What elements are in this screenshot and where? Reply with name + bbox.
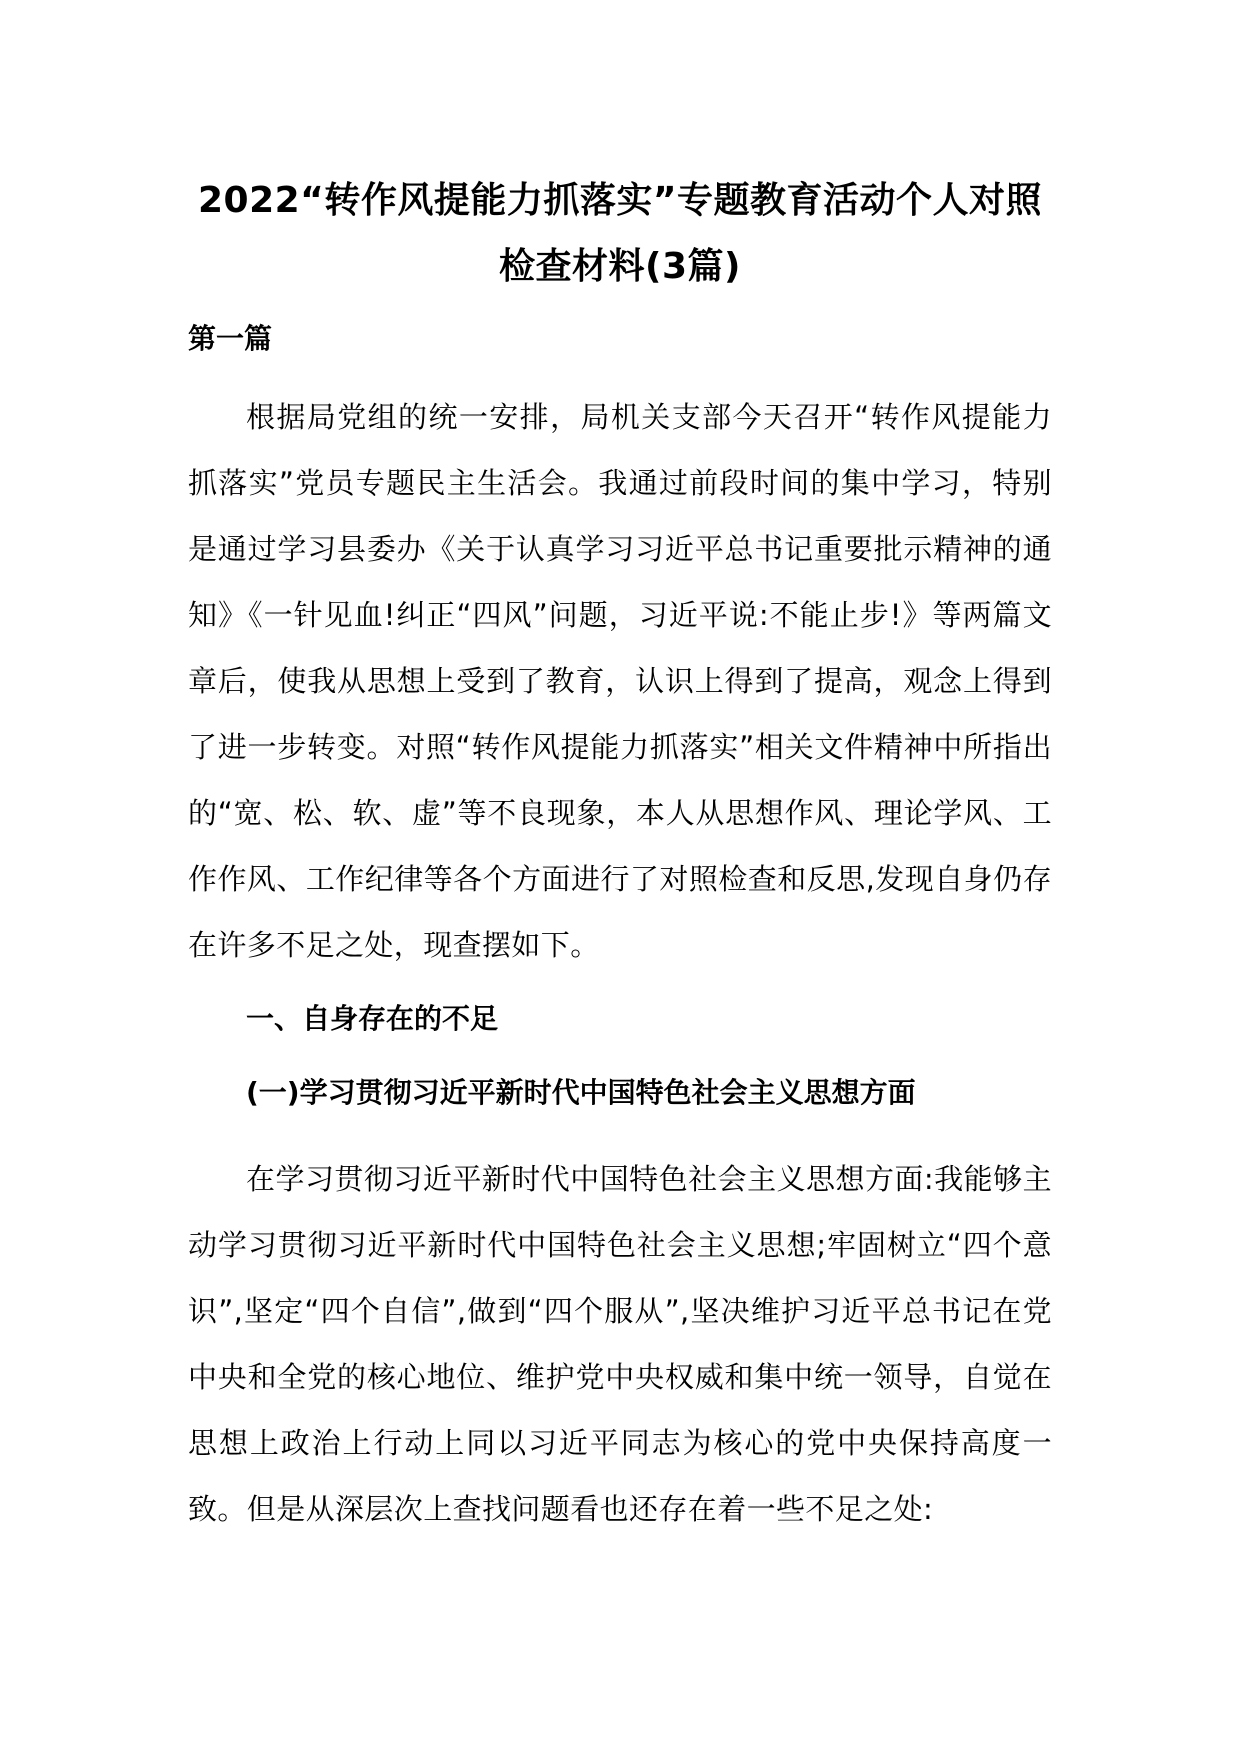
heading-shortcomings: 一、自身存在的不足	[246, 1002, 499, 1035]
section-label: 第一篇	[188, 322, 273, 355]
study-paragraph: 在学习贯彻习近平新时代中国特色社会主义思想方面:我能够主动学习贯彻习近平新时代中国特色社会主义思想;牢固树立“四个意识”,坚定“四个自信”,做到“四个服从”,坚决维护习近平总书记在党中央和全党的核心地位、维护党中央权威和集中统一领导，自觉在思想上政治上行动上同以习近平同志为核心的党中央保持高度一致。但是从深层次上查找问题看也还存在着一些不足之处:	[188, 1162, 1052, 1526]
document-content	[188, 168, 1052, 1542]
document-title: 2022“转作风提能力抓落实”专题教育活动个人对照检查材料(3篇)	[197, 180, 1043, 287]
subheading-study-thought: (一)学习贯彻习近平新时代中国特色社会主义思想方面	[246, 1076, 916, 1109]
intro-paragraph: 根据局党组的统一安排，局机关支部今天召开“转作风提能力抓落实”党员专题民主生活会。我通过前段时间的集中学习，特别是通过学习县委办《关于认真学习习近平总书记重要批示精神的通知》《一针见血!纠正“四风”问题，习近平说:不能止步!》等两篇文章后，使我从思想上受到了教育，认识上得到了提高，观念上得到了进一步转变。对照“转作风提能力抓落实”相关文件精神中所指出的“宽、松、软、虚”等不良现象，本人从思想作风、理论学风、工作作风、工作纪律等各个方面进行了对照检查和反思,发现自身仍存在许多不足之处，现查摆如下。	[188, 400, 1052, 962]
